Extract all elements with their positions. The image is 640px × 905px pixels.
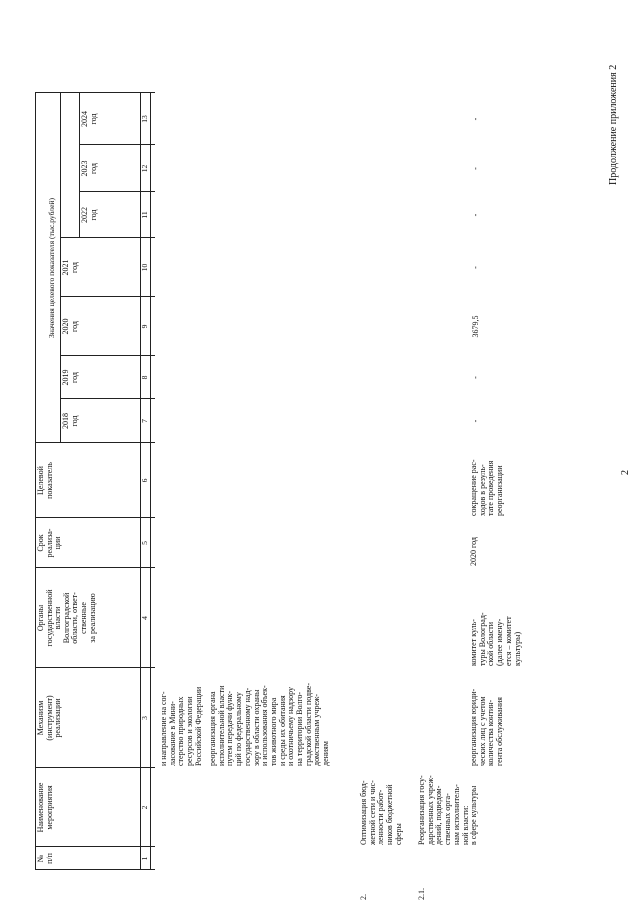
header-year-2022: 2022 год (80, 207, 98, 223)
header-year-2023: 2023 год (80, 160, 98, 177)
continuation-note: Продолжение приложения 2 (608, 64, 619, 185)
column-number: 8 (140, 375, 149, 380)
column-border (35, 767, 155, 768)
mechanism-reorganization-text: реорганизация органа исполнительной власти путем передачи функ- ций по федеральному государственному над- зору в области охраны и использования объек- тов животного мира и среды их обитания и охотничьему надзору на территории Волго- градской области подве- домственным учреж- дениям (208, 682, 331, 766)
column-border (35, 667, 155, 668)
row-value: - (471, 167, 480, 170)
header-year-2021: 2021 год (61, 259, 79, 276)
row-value: - (471, 213, 480, 217)
row-name: в сфере культуры (469, 785, 478, 845)
row-body: комитет куль- туры Волоград- ской области (далее имену- ется – комитет культуры) (469, 612, 522, 666)
column-border (35, 869, 155, 870)
header-year-2024: 2024 год (80, 111, 98, 127)
column-number: 1 (140, 856, 149, 861)
column-border (35, 846, 155, 847)
column-number: 7 (140, 419, 149, 423)
row-name: Реорганизация госу- дарственных учреж- дений, подведом- ственных орга- нам исполнитель- ной власти: (417, 775, 470, 845)
column-number: 5 (140, 541, 149, 545)
header-year-2018: 2018 год (61, 413, 79, 429)
column-border (35, 517, 155, 518)
row-mechanism: реорганизация юриди- ческих лиц с учетом количества контин- гента обслуживания (469, 688, 505, 766)
column-numbers-rule (150, 93, 151, 870)
row-value: - (471, 419, 480, 423)
header-mechanism: Механизм (инструмент) реализации (36, 695, 63, 741)
header-values-group: Значения целевого показателя (тыс.рублей) (47, 197, 56, 339)
header-year-2019: 2019 год (61, 369, 79, 386)
row-term: 2020 год (469, 537, 478, 566)
header-num: № п/п (36, 853, 54, 864)
row-number: 2. (359, 894, 368, 900)
column-number: 10 (140, 263, 149, 272)
row-value: 3679,5 (471, 315, 480, 338)
page-number: 2 (620, 470, 631, 475)
header-name: Наименование мероприятия (36, 782, 54, 833)
row-name: Оптимизация бюд- жетной сети и чис- ленности работ- ников бюджетной сферы (359, 780, 403, 845)
row-value: - (471, 266, 480, 269)
header-term: Срок реализа- ции (36, 528, 63, 558)
header-target: Целевой показатель (36, 462, 54, 499)
column-number: 11 (140, 211, 149, 219)
mechanism-continued-text: и направление на сог- ласование в Мини- стерство природных ресурсов и экологии Российской Федерации (159, 686, 203, 766)
row-target: сокращение рас- ходов в резуль- тате проведения реорганизации (469, 459, 505, 516)
column-number: 6 (140, 478, 149, 483)
column-border (35, 567, 155, 568)
column-number: 12 (140, 164, 149, 173)
column-number: 13 (140, 115, 149, 123)
column-number: 4 (140, 616, 149, 620)
row-value: - (471, 117, 480, 121)
column-number: 2 (140, 805, 149, 810)
row-value: - (471, 376, 480, 379)
header-bodies: Органы государственной власти Волгоградской области, ответ- ственные за реализацию (36, 589, 97, 647)
row-number: 2.1. (417, 888, 426, 900)
column-number: 3 (140, 716, 149, 720)
header-year-2020: 2020 год (61, 318, 79, 335)
column-number: 9 (140, 324, 149, 329)
